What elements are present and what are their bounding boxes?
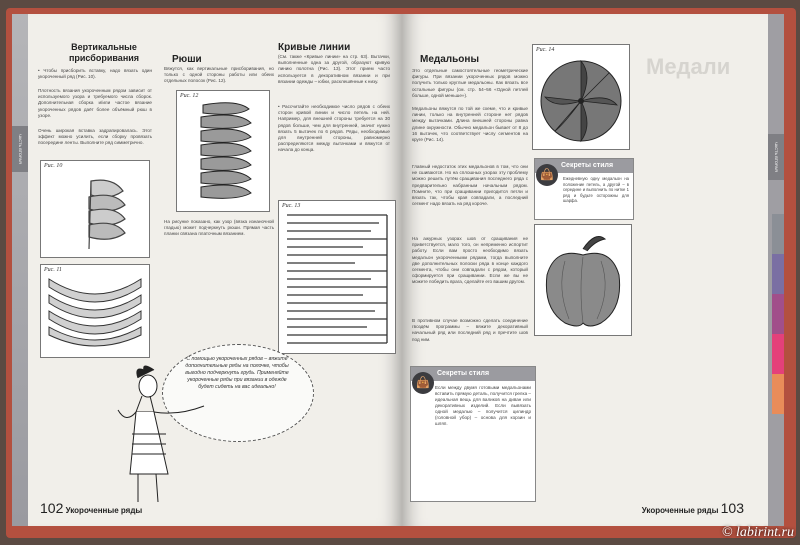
text-medallions-p2: Медальоны вяжутся по той же схеме, что и кривые линии, только на внутренней стороне нет рядов между вытачками. Длина внешней стороны равна длине окружности. Обычно медальон бывает от 8 до 16 вытачек, что соответствует числу сегментов на круге (Рис. 14).	[412, 106, 528, 143]
figure-13-label: Рис. 13	[282, 203, 301, 209]
left-footer	[40, 500, 142, 516]
heading-medallions: Медальоны	[420, 54, 479, 65]
right-section-tab: ЧАСТЬ ВТОРАЯ	[768, 134, 784, 180]
figure-13-illustration	[279, 201, 395, 353]
color-bar-purple	[772, 254, 784, 294]
figure-12-label: Рис. 12	[180, 93, 199, 99]
figure-10	[40, 160, 150, 258]
color-bar-magenta	[772, 294, 784, 334]
figure-14-illustration	[533, 45, 629, 149]
style-tip-2-text: Если между двумя готовыми медальонами вставить прямую деталь, получится грелка – идеальная вещь для валиков на диван или декоративных изделий. Если вывязать одной медалью – получится цилиндр (головной убор) – основа для корзин и шляп.	[435, 385, 531, 426]
left-section-tab: ЧАСТЬ ВТОРАЯ	[12, 126, 28, 172]
figure-11-label: Рис. 11	[44, 267, 62, 273]
right-page-number: 103	[720, 500, 744, 516]
handbag-icon-2: 👜	[412, 372, 434, 394]
watermark: © labirint.ru	[721, 525, 794, 540]
heading-curved-lines: Кривые линии	[278, 42, 351, 53]
woman-illustration	[108, 364, 238, 504]
style-tip-2-title: Секреты стиля	[411, 367, 535, 381]
right-footer	[642, 500, 744, 516]
right-footer-title: Укороченные ряды	[641, 506, 719, 515]
text-col1-p3: Очень широкая вставка задрапировалась. Этот эффект можно усилить, если сборку провязать посередине ленты. Выполните ряд симметрично.	[38, 128, 152, 146]
figure-13	[278, 200, 396, 354]
text-medallions-p1: Это отдельные самостоятельные геометрические фигуры. При вязании укороченных рядов можно получить только круглые медальоны. Как вязать все остальные фигуры (см. стр. 54–56 «Одной петлей больше, одной меньше»).	[412, 68, 528, 98]
figure-14	[532, 44, 630, 150]
left-page	[12, 14, 403, 526]
color-bar-pink	[772, 334, 784, 374]
apple-illustration	[534, 224, 632, 336]
text-col2-p2: На рисунке показано, как узор (вязка изнаночной гладью) может подчеркнуть рюши. Прямая часть планки связана платочным вязанием.	[164, 219, 274, 237]
figure-11-illustration	[41, 265, 149, 357]
text-medallions-p3: Главный недостаток этих медальонов в том, что они не сшиваются. Но на сплошных узорах эту проблему можно решить путём сращивания последнего ряда с предварительно набранным начальным рядом. Помните, что при сращивании пригодится петли и вязать так, чтобы края совпадали, а последний сегмент надо вязать на ряд короче.	[412, 164, 528, 207]
figure-11	[40, 264, 150, 358]
text-col2-p1: Вяжутся, как вертикальные присборивания, но только с одной стороны работы или обеих отдельных полосок (Рис. 12).	[164, 66, 274, 84]
style-tip-1-title: Секреты стиля	[535, 159, 633, 173]
heading-ruffles: Рюши	[172, 54, 202, 65]
left-tab-strip	[12, 14, 28, 526]
color-bar-orange	[772, 374, 784, 414]
text-medallions-p4: На ажурных узорах шов от сращивания не приветствуется, мало того, он непременно испортит работу. Если вам просто необходимо вязать медальон укороченными рядами, тогда выполните две дополнительных полоски ряда в конце каждого сегмента, чтобы они совпадали с рядом, который сформируется при сращивании. Если же вы не можете победить врага, сделайте его вашим другом.	[412, 236, 528, 285]
text-col1-p1: • Чтобы присборить вставку, надо вязать один укороченный ряд (Рис. 10).	[38, 68, 152, 80]
apple-illustration-drawing	[535, 225, 631, 335]
right-page	[402, 14, 784, 526]
text-col3-p1: (См. также «Кривые линии» на стр. 63). Вытачки, выполненные одна за другой, образуют кривую линию полотна (Рис. 13). Этот прием часто используется в декоративном вязании и при вязании одежды – юбки, расклешённые к низу.	[278, 54, 390, 84]
text-medallions-p5: В противном случае возможно сделать соединение гвоздём программы – вяжите декоративный начальный ряд или последний ряд и пречтите шов под ним.	[412, 318, 528, 342]
text-col1-p2: Плотность вязания укороченным рядом зависит от используемого узора и требуемого числа сборок. Дополнительная сборка и/или частое вязание укороченных рядов даёт более объёмный рюш в узоре.	[38, 88, 152, 118]
text-col3-p2: • Рассчитайте необходимое число рядов с обеих сторон кривой линии и число петель на ней. Например, для внешней стороны требуется на 30 рядов больше, чем для внутренней, значит нужно вязать 5 вытачек по 6 рядов. Ряды, необходимые для внутренней стороны, равномерно распределяются между вытачками и вяжутся от начала до конца.	[278, 104, 390, 153]
figure-10-illustration	[41, 161, 149, 257]
tip-speech-bubble-text: С помощью укороченных рядов – вяжите дополнительные ряды на полочке, чтобы выгодно подчеркнуть грудь. Применяйте укороченные ряды при вязании в одежде будет сидеть на вас идеально!	[185, 356, 289, 390]
style-tip-1-text: Ежедневную одну медальон на положение петель, а другой – в середине и выполнить по нитке 1 ряд и будьте осторожны для шарфа.	[563, 176, 629, 204]
figure-14-label: Рис. 14	[536, 47, 555, 53]
color-bar-grey	[772, 214, 784, 254]
figure-10-label: Рис. 10	[44, 163, 63, 169]
faded-header: Медали	[646, 54, 731, 79]
figure-12	[176, 90, 270, 212]
handbag-icon: 👜	[536, 164, 558, 186]
left-page-number: 102	[40, 500, 64, 516]
figure-12-illustration	[177, 91, 269, 211]
left-footer-title: Укороченные ряды	[65, 506, 143, 515]
heading-vertical-gathers: Вертикальные присборивания	[68, 42, 140, 63]
